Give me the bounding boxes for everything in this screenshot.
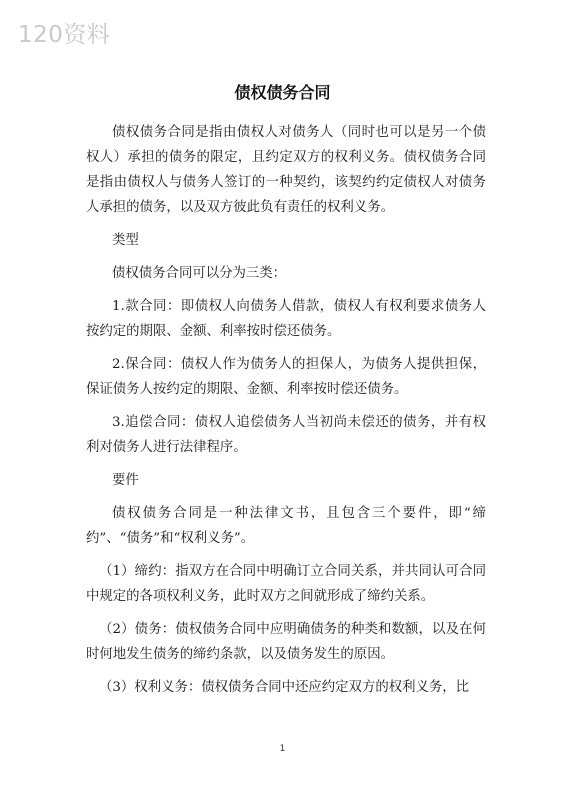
element-item-1: （1）缔约：指双方在合同中明确订立合同关系，并共同认可合同中规定的各项权利义务，此时双方之间就形成了缔约关系。 xyxy=(86,564,486,604)
type-item-3: 3.追偿合同：债权人追偿债务人当初尚未偿还的债务，并有权利对债务人进行法律程序。 xyxy=(86,415,486,455)
types-intro: 债权债务合同可以分为三类： xyxy=(112,266,287,281)
intro-paragraph: 债权债务合同是指由债权人对债务人（同时也可以是另一个债权人）承担的债务的限定，且约定双方的权利义务。债权债务合同是指由债权人与债务人签订的一种契约，该契约约定债权人对债务人承担的债务，以及双方彼此负有责任的权利义务。 xyxy=(86,125,486,215)
elements-intro: 债权债务合同是一种法律文书，且包含三个要件，即“缔约”、“债务”和“权利义务”。 xyxy=(86,506,486,546)
element-item-3: （3）权利义务：债权债务合同中还应约定双方的权利义务，比 xyxy=(99,680,470,695)
page-number: 1 xyxy=(279,744,286,754)
watermark-logo: 120资料 xyxy=(18,22,111,48)
type-item-2: 2.保合同：债权人作为债务人的担保人，为债务人提供担保，保证债务人按约定的期限、金额、利率按时偿还债务。 xyxy=(86,357,486,397)
document-title: 债权债务合同 xyxy=(234,83,331,102)
type-item-1: 1.款合同：即债权人向债务人借款，债权人有权利要求债务人按约定的期限、金额、利率按时偿还债务。 xyxy=(86,299,486,339)
document-body xyxy=(86,120,486,708)
section-heading-elements: 要件 xyxy=(112,473,139,488)
section-heading-types: 类型 xyxy=(112,233,139,248)
element-item-2: （2）债务：债权债务合同中应明确债务的种类和数额，以及在何时何地发生债务的缔约条款，以及债务发生的原因。 xyxy=(86,622,486,662)
